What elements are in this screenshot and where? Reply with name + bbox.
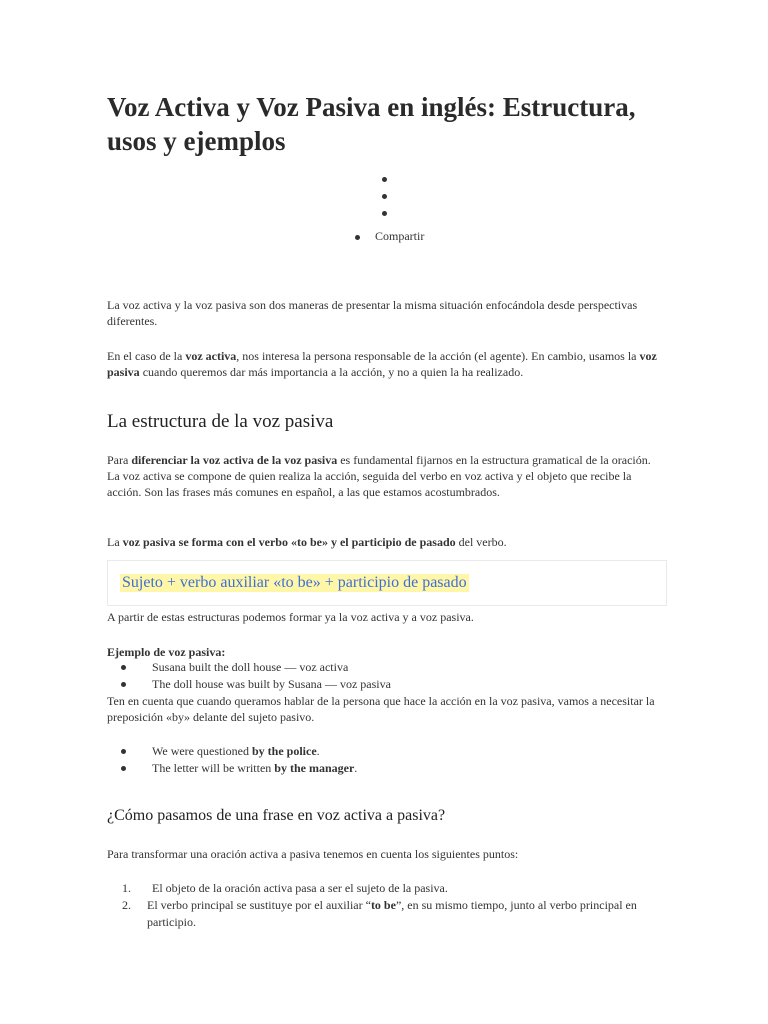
share-label: Compartir: [375, 229, 425, 243]
list-item: [107, 897, 667, 931]
text: The letter will be written: [152, 761, 275, 775]
paragraph-a-partir: A partir de estas estructuras podemos formar ya la voz activa y a voz pasiva.: [107, 610, 474, 624]
list-item: [107, 880, 667, 897]
dot-icon: [382, 177, 387, 182]
text: We were questioned: [152, 744, 252, 758]
bold-text: by the police: [252, 744, 317, 758]
list-item: [107, 760, 667, 777]
list-item-text: The doll house was built by Susana — voz pasiva: [152, 677, 391, 691]
text: El verbo principal se sustituye por el auxiliar “: [147, 898, 371, 912]
list-item: [107, 743, 667, 760]
list-item-text: El objeto de la oración activa pasa a ser el sujeto de la pasiva.: [152, 881, 448, 895]
section-heading-como: ¿Cómo pasamos de una frase en voz activa a pasiva?: [107, 807, 446, 824]
bold-text: voz pasiva se forma con el verbo «to be» y el participio de pasado: [122, 535, 456, 549]
dot-icon: [382, 211, 387, 216]
formula-text: Sujeto + verbo auxiliar «to be» + participio de pasado: [122, 574, 467, 591]
text: La: [107, 535, 123, 549]
bullet-icon: [121, 665, 126, 670]
examples-by-list: [107, 743, 667, 777]
text: Para: [107, 453, 132, 467]
formula-box: [107, 560, 667, 606]
text: , nos interesa la persona responsable de la acción (el agente). En cambio, usamos la: [236, 349, 640, 363]
text: .: [354, 761, 358, 775]
paragraph-transformar: Para transformar una oración activa a pasiva tenemos en cuenta los siguientes puntos:: [107, 847, 519, 861]
bullet-icon: [121, 682, 126, 687]
bullet-icon: [121, 766, 126, 771]
text: del verbo.: [455, 535, 507, 549]
paragraph-diferenciar: [107, 452, 667, 500]
section-heading-estructura: La estructura de la voz pasiva: [107, 411, 334, 432]
text: La voz activa se compone de quien realiza la acción, seguida del verbo en voz activa y el objeto que recibe la acción. Son las frases más comunes en español, a las que estamos acostumbrados.: [107, 469, 632, 499]
bold-text: voz pasiva: [107, 349, 657, 379]
text: En el caso de la: [107, 349, 186, 363]
list-number: 2.: [122, 898, 131, 912]
paragraph-voz-activa: [107, 348, 667, 380]
bullet-icon: [355, 235, 360, 240]
page-title: Voz Activa y Voz Pasiva en inglés: Estructura, usos y ejemplos: [107, 92, 636, 156]
list-item-text: Susana built the doll house — voz activa: [152, 660, 349, 674]
list-item: [107, 659, 667, 676]
paragraph-formacion: [107, 534, 667, 550]
steps-list: [107, 880, 667, 931]
bold-text: voz activa: [185, 349, 237, 363]
example-heading: [107, 644, 667, 660]
text: cuando queremos dar más importancia a la acción, y no a quien la ha realizado.: [139, 365, 524, 379]
bold-text: Ejemplo de voz pasiva:: [107, 645, 226, 659]
text: es fundamental fijarnos en la estructura gramatical de la oración.: [337, 453, 651, 467]
bullet-icon: [121, 749, 126, 754]
paragraph-preposicion: Ten en cuenta que cuando queramos hablar de la persona que hace la acción en la voz pasiva, vamos a necesitar la preposición «by» delante del sujeto pasivo.: [107, 694, 655, 724]
examples-list: [107, 659, 667, 693]
menu-dots[interactable]: [380, 177, 400, 228]
share-link[interactable]: [355, 229, 424, 244]
bold-text: diferenciar la voz activa de la voz pasiva: [131, 453, 338, 467]
bold-text: to be: [370, 898, 396, 912]
bold-text: by the manager: [274, 761, 355, 775]
intro-paragraph: La voz activa y la voz pasiva son dos maneras de presentar la misma situación enfocándola desde perspectivas diferentes.: [107, 298, 638, 328]
text: .: [316, 744, 320, 758]
dot-icon: [382, 194, 387, 199]
list-number: 1.: [122, 881, 131, 895]
list-item: [107, 676, 667, 693]
text: ”, en su mismo tiempo, junto al verbo principal en participio.: [147, 898, 637, 929]
